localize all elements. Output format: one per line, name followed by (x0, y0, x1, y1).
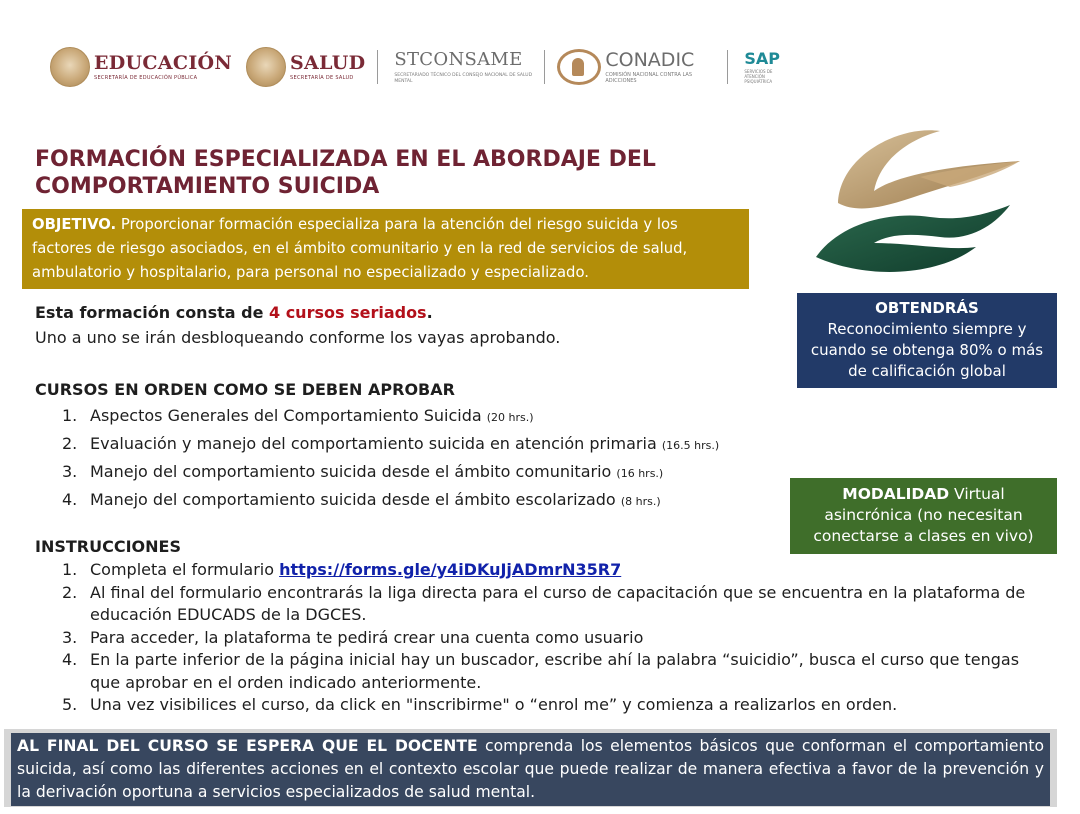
intro-line-1 (35, 300, 775, 325)
sap-logo-subtext: SERVICIOS DE ATENCIÓN PSIQUIÁTRICA (744, 68, 773, 84)
instruction-number: 1. (62, 560, 78, 579)
salud-logo-subtext: SECRETARÍA DE SALUD (290, 75, 354, 81)
final-text: comprenda los elementos básicos que conforman el comportamiento suicida, así como las diferentes acciones en el contexto escolar que puede realizar de manera efectiva a favor de la prevención y la derivación oportuna a servicios especializados de salud mental. (17, 737, 1044, 801)
course-hours: (8 hrs.) (620, 495, 661, 508)
intro-tail: . (426, 303, 433, 322)
educacion-logo-subtext: SECRETARÍA DE EDUCACIÓN PÚBLICA (94, 75, 198, 81)
course-item (50, 487, 810, 515)
course-name: Aspectos Generales del Comportamiento Suicida (90, 406, 482, 425)
page-title: FORMACIÓN ESPECIALIZADA EN EL ABORDAJE DEL COMPORTAMIENTO SUICIDA (35, 147, 656, 199)
conadic-logo-text: CONADIC (605, 49, 695, 71)
course-hours: (16 hrs.) (616, 467, 664, 480)
instructions-heading: INSTRUCCIONES (35, 537, 181, 556)
objective-label: OBJETIVO. (32, 216, 117, 233)
obtendras-box (797, 293, 1057, 388)
courses-heading: CURSOS EN ORDEN COMO SE DEBEN APROBAR (35, 380, 455, 399)
instructions-list (50, 559, 1050, 717)
instruction-text: Para acceder, la plataforma te pedirá crear una cuenta como usuario (90, 627, 644, 647)
instruction-text: Al final del formulario encontrarás la liga directa para el curso de capacitación que se encuentra en la plataforma de educación EDUCADS de la DGCES. (90, 582, 1026, 624)
course-intro (35, 300, 775, 350)
modalidad-box (790, 478, 1057, 554)
stconsame-logo (394, 50, 532, 85)
course-name: Manejo del comportamiento suicida desde el ámbito escolarizado (90, 490, 616, 509)
objective-text: Proporcionar formación especializa para la atención del riesgo suicida y los factores de riesgo asociados, en el ámbito comunitario y en la red de servicios de salud, ambulatorio y hospitalario, para personal no especializado y especializado. (32, 216, 688, 281)
modalidad-label: MODALIDAD (842, 485, 950, 503)
final-expectation-content (11, 733, 1050, 806)
logo-divider (377, 50, 378, 84)
conadic-logo (605, 50, 715, 84)
form-link[interactable]: https://forms.gle/y4iDKuJjADmrN35R7 (279, 560, 622, 579)
course-number: 1. (62, 406, 78, 425)
instruction-item (50, 649, 1050, 694)
course-name: Evaluación y manejo del comportamiento suicida en atención primaria (90, 434, 657, 453)
intro-highlight: 4 cursos seriados (268, 303, 427, 322)
instruction-text: Una vez visibilices el curso, da click en "inscribirme" o “enrol me” y comienza a realizarlos en orden. (90, 695, 898, 714)
course-item (50, 431, 810, 459)
instruction-number: 3. (62, 627, 78, 647)
sap-logo-text: SAP (744, 48, 781, 68)
educacion-logo (94, 53, 232, 81)
instruction-item (50, 694, 1050, 717)
salud-logo (290, 53, 365, 81)
modalidad-text: Virtual asincrónica (no necesitan conectarse a clases en vivo) (813, 485, 1034, 545)
logo-divider (544, 50, 545, 84)
instruction-text: En la parte inferior de la página inicial hay un buscador, escribe ahí la palabra “suicidio”, busca el curso que tengas que aprobar en el orden indicado anteriormente. (90, 650, 1020, 692)
instruction-number: 5. (62, 695, 78, 714)
instruction-item (50, 582, 1050, 627)
conadic-emblem-icon (557, 49, 601, 85)
courses-list (50, 403, 810, 515)
hands-emblem-icon (810, 125, 1030, 285)
final-expectation-box (4, 729, 1057, 807)
conadic-logo-subtext: COMISIÓN NACIONAL CONTRA LAS ADICCIONES (605, 72, 693, 84)
instruction-number: 2. (62, 582, 78, 602)
salud-seal-icon (246, 47, 286, 87)
course-name: Manejo del comportamiento suicida desde el ámbito comunitario (90, 462, 612, 481)
objective-box (22, 209, 749, 289)
course-hours: (16.5 hrs.) (661, 439, 720, 452)
educacion-logo-text: EDUCACIÓN (94, 52, 233, 74)
sap-logo (744, 48, 784, 84)
course-number: 4. (62, 490, 78, 509)
salud-logo-text: SALUD (290, 52, 366, 74)
obtendras-heading: OBTENDRÁS (875, 299, 979, 317)
header-logos (50, 44, 784, 90)
course-item (50, 403, 810, 431)
course-item (50, 459, 810, 487)
intro-line-2: Uno a uno se irán desbloqueando conforme los vayas aprobando. (35, 328, 561, 347)
stconsame-logo-subtext: SECRETARIADO TÉCNICO DEL CONSEJO NACIONAL DE SALUD MENTAL (394, 72, 533, 84)
logo-divider (727, 50, 728, 84)
course-hours: (20 hrs.) (486, 411, 534, 424)
instruction-item (50, 559, 1050, 582)
obtendras-text: Reconocimiento siempre y cuando se obtenga 80% o más de calificación global (810, 320, 1044, 380)
educacion-seal-icon (50, 47, 90, 87)
instruction-text: Completa el formulario (90, 560, 280, 579)
final-lead: AL FINAL DEL CURSO SE ESPERA QUE EL DOCENTE (17, 737, 478, 755)
stconsame-logo-text: STCONSAME (394, 48, 523, 70)
instruction-item (50, 627, 1050, 650)
course-number: 2. (62, 434, 78, 453)
intro-lead: Esta formación consta de (35, 303, 269, 322)
instruction-number: 4. (62, 650, 78, 669)
course-number: 3. (62, 462, 78, 481)
